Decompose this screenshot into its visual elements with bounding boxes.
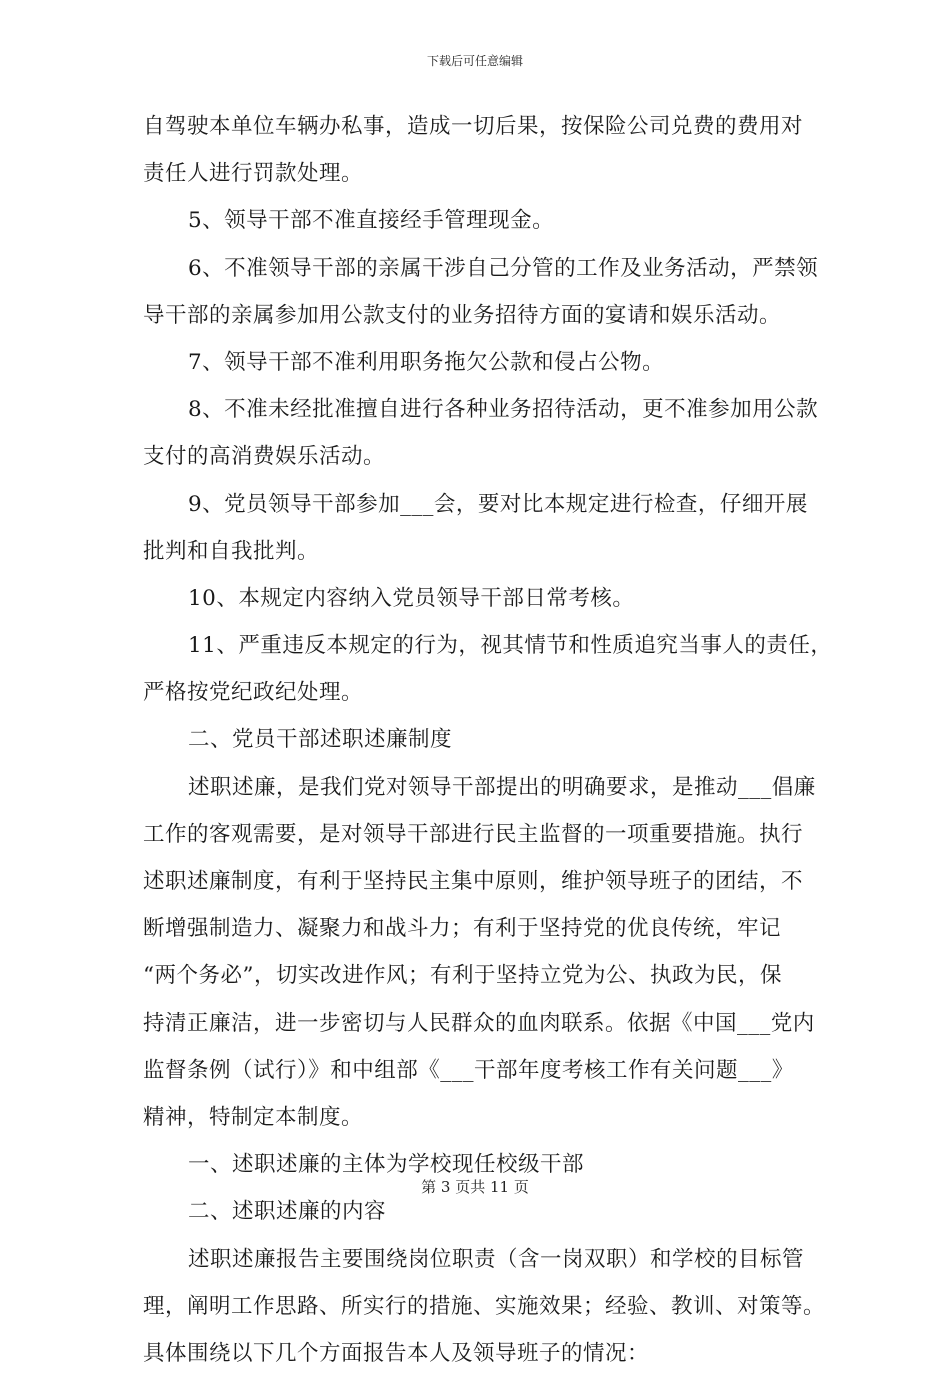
paragraph-line: 工作的客观需要，是对领导干部进行民主监督的一项重要措施。执行 bbox=[143, 821, 804, 847]
paragraph-line: 具体围绕以下几个方面报告本人及领导班子的情况： bbox=[143, 1340, 650, 1366]
paragraph-line: 述职述廉制度，有利于坚持民主集中原则，维护领导班子的团结，不 bbox=[143, 869, 804, 894]
paragraph-line: 11、严重违反本规定的行为，视其情节和性质追究当事人的责任， bbox=[188, 633, 833, 659]
paragraph-line: 7、领导干部不准利用职务拖欠公款和侵占公物。 bbox=[188, 349, 665, 375]
paragraph-line: 10、本规定内容纳入党员领导干部日常考核。 bbox=[188, 585, 635, 611]
paragraph-line: 9、党员领导干部参加___会，要对比本规定进行检查，仔细开展 bbox=[188, 491, 808, 517]
paragraph-line: 8、不准未经批准擅自进行各种业务招待活动，更不准参加用公款 bbox=[188, 397, 819, 423]
paragraph-line: 5、领导干部不准直接经手管理现金。 bbox=[188, 208, 555, 234]
section-heading: 二、党员干部述职述廉制度 bbox=[188, 727, 453, 753]
paragraph-line: “两个务必”，切实改进作风；有利于坚持立党为公、执政为民，保 bbox=[143, 963, 782, 989]
paragraph-line: 自驾驶本单位车辆办私事，造成一切后果，按保险公司兑费的费用对 bbox=[143, 114, 804, 139]
paragraph-line: 断增强制造力、凝聚力和战斗力；有利于坚持党的优良传统，牢记 bbox=[143, 916, 782, 942]
paragraph-line: 批判和自我批判。 bbox=[143, 538, 320, 564]
paragraph-line: 严格按党纪政纪处理。 bbox=[143, 680, 364, 706]
paragraph-line: 导干部的亲属参加用公款支付的业务招待方面的宴请和娱乐活动。 bbox=[143, 302, 782, 328]
paragraph-line: 述职述廉报告主要围绕岗位职责（含一岗双职）和学校的目标管 bbox=[188, 1246, 805, 1272]
paragraph-line: 持清正廉洁，进一步密切与人民群众的血肉联系。依据《中国___党内 bbox=[143, 1010, 815, 1036]
page-number: 第 3 页共 11 页 bbox=[421, 1178, 529, 1196]
paragraph-line: 述职述廉，是我们党对领导干部提出的明确要求，是推动___倡廉 bbox=[188, 774, 816, 800]
paragraph-line: 理，阐明工作思路、所实行的措施、实施效果；经验、教训、对策等。 bbox=[143, 1293, 826, 1319]
paragraph-line: 精神，特制定本制度。 bbox=[143, 1104, 364, 1130]
paragraph-line: 责任人进行罚款处理。 bbox=[143, 161, 364, 187]
paragraph-line: 支付的高消费娱乐活动。 bbox=[143, 444, 386, 470]
page-header: 下载后可任意编辑 bbox=[426, 54, 523, 68]
paragraph-line: 监督条例（试行）》和中组部《___干部年度考核工作有关问题___》 bbox=[143, 1057, 794, 1083]
section-heading: 一、述职述廉的主体为学校现任校级干部 bbox=[188, 1152, 585, 1178]
paragraph-line: 6、不准领导干部的亲属干涉自己分管的工作及业务活动，严禁领 bbox=[188, 255, 819, 281]
section-heading: 二、述职述廉的内容 bbox=[188, 1199, 387, 1225]
